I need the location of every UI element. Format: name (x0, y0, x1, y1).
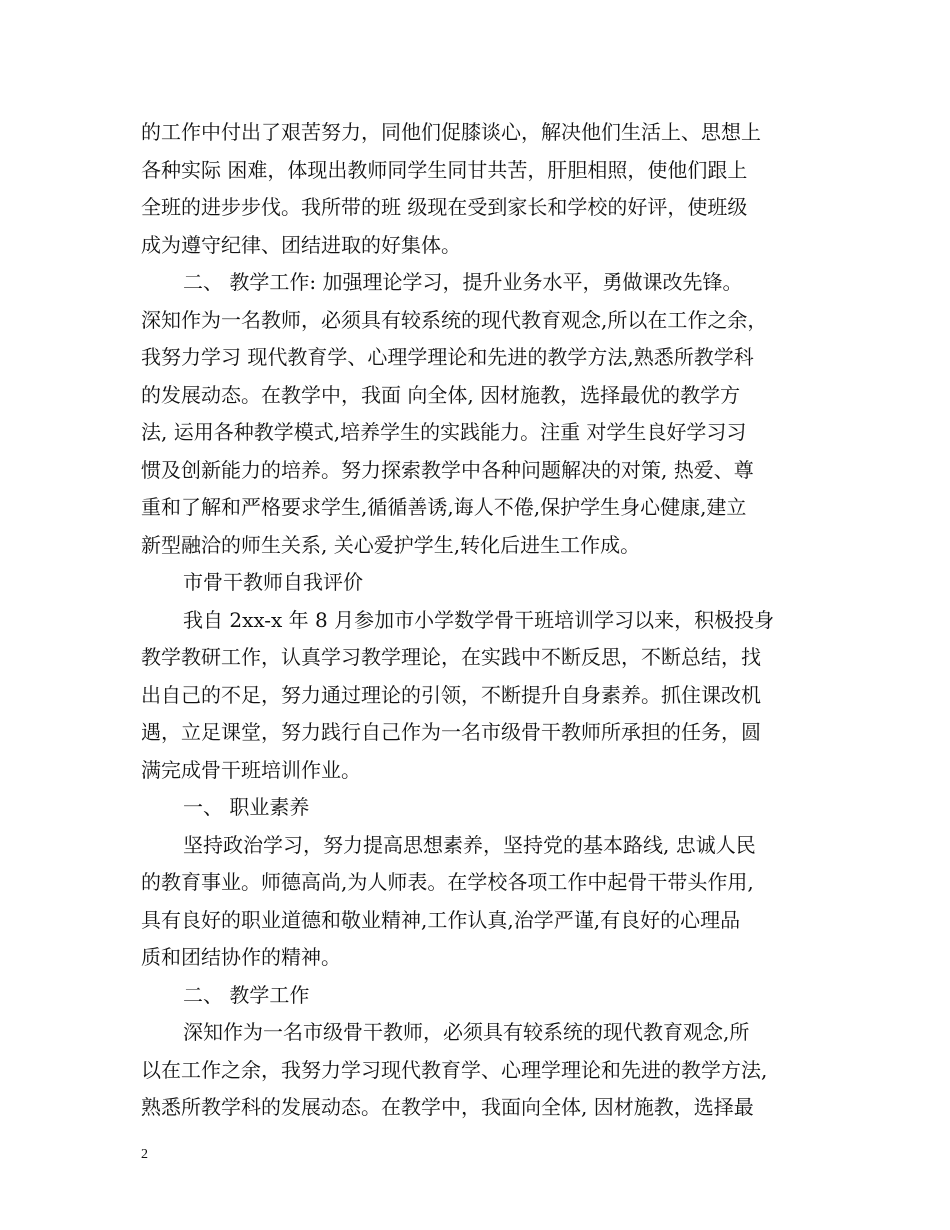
text-line: 的工作中付出了艰苦努力，同他们促膝谈心，解决他们生活上、思想上 (141, 120, 761, 144)
text-line: 熟悉所教学科的发展动态。在教学中，我面向全体, 因材施教，选择最 (141, 1095, 754, 1119)
text-line: 深知作为一名市级骨干教师，必须具有较系统的现代教育观念,所 (183, 1020, 750, 1044)
text-line: 以在工作之余，我努力学习现代教育学、心理学理论和先进的教学方法, (141, 1057, 768, 1082)
text-line: 质和团结协作的精神。 (141, 945, 341, 969)
text-line: 出自己的不足，努力通过理论的引领，不断提升自身素养。抓住课改机 (141, 682, 761, 707)
text-line: 我努力学习 现代教育学、心理学理论和先进的教学方法,熟悉所教学科 (141, 345, 754, 369)
text-line: 二、 教学工作: 加强理论学习，提升业务水平，勇做课改先锋。 (183, 270, 743, 294)
text-line: 的发展动态。在教学中，我面 向全体, 因材施教，选择最优的教学方 (141, 382, 741, 407)
text-line: 具有良好的职业道德和敬业精神,工作认真,治学严谨,有良好的心理品 (141, 907, 741, 932)
text-line: 二、 教学工作 (183, 982, 310, 1007)
text-line: 的教育事业。师德高尚,为人师表。在学校各项工作中起骨干带头作用, (141, 870, 754, 894)
body-text (141, 114, 827, 1127)
text-line: 各种实际 困难，体现出教师同学生同甘共苦，肝胆相照，使他们跟上 (141, 157, 748, 182)
text-line: 市骨干教师自我评价 (183, 570, 363, 594)
text-line: 成为遵守纪律、团结进取的好集体。 (141, 232, 461, 257)
text-line: 坚持政治学习，努力提高思想素养，坚持党的基本路线, 忠诚人民 (183, 832, 756, 857)
text-line: 全班的进步步伐。我所带的班 级现在受到家长和学校的好评，使班级 (141, 195, 748, 219)
text-line: 重和了解和严格要求学生,循循善诱,诲人不倦,保护学生身心健康,建立 (141, 495, 747, 519)
text-line: 遇，立足课堂，努力践行自己作为一名市级骨干教师所承担的任务，圆 (141, 720, 761, 744)
page-number: 2 (141, 1147, 148, 1162)
text-line: 我自 2xx-x 年 8 月参加市小学数学骨干班培训学习以来，积极投身 (183, 607, 775, 632)
text-line: 一、 职业素养 (183, 795, 310, 819)
text-line: 教学教研工作，认真学习教学理论，在实践中不断反思，不断总结，找 (141, 645, 761, 669)
text-line: 法, 运用各种教学模式,培养学生的实践能力。注重 对学生良好学习习 (141, 420, 747, 444)
text-line: 深知作为一名教师，必须具有较系统的现代教育观念,所以在工作之余， (141, 307, 768, 332)
text-line: 满完成骨干班培训作业。 (141, 757, 361, 782)
text-line: 惯及创新能力的培养。努力探索教学中各种问题解决的对策, 热爱、尊 (141, 457, 754, 482)
text-line: 新型融洽的师生关系, 关心爱护学生,转化后进生工作成。 (141, 532, 641, 557)
